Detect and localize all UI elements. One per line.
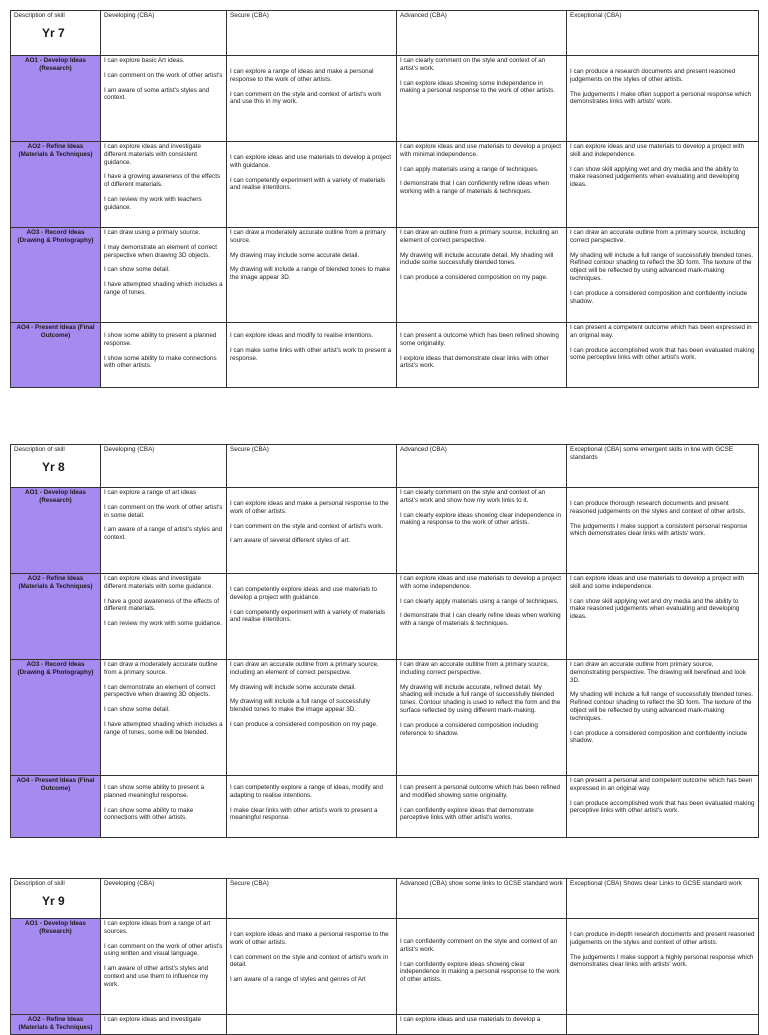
descriptor: I can explore ideas and use materials to develop a project with minimal independence. [400, 143, 562, 158]
descriptor: I can make some links with other artist's work to present a response. [230, 346, 392, 362]
rubric-table-yr8 [10, 444, 759, 838]
descriptor: I have a growing awareness of the effects of different materials. [104, 173, 221, 189]
cell-exceptional [567, 488, 759, 574]
cell-exceptional [567, 323, 759, 388]
cell-developing [101, 142, 227, 228]
descriptor: My drawing will include accurate, refined detail. My shading will include a full range of successfully blended tones. Contour shading is used to reflect the form and the surface reflected by using different mark-making. [400, 683, 561, 714]
cell-exceptional [567, 574, 759, 660]
descriptor: I can present a competent outcome which has been expressed in an original way. [570, 324, 752, 339]
year-label: Yr 8 [42, 459, 65, 474]
descriptor: I can explore ideas and modify to realise intentions. [230, 332, 374, 339]
descriptor: My drawing will include some accurate detail. [230, 683, 356, 691]
descriptor: I can explore ideas and investigate different materials with some guidance. [104, 575, 214, 590]
descriptor: I can clearly explore ideas showing clear independence in making a response to the work of other artists. [400, 511, 562, 527]
cell-developing [101, 228, 227, 323]
descriptor: I demonstrate that I can clearly refine ideas when working with a range of materials & techniques. [400, 612, 561, 628]
descriptor: I can explore ideas and use materials to develop a project with skill and independence. [570, 143, 744, 158]
descriptor: I can explore ideas and use materials to develop a project with some independence. [400, 575, 562, 590]
descriptor: I can explore ideas and make a personal response to the work of other artists. [230, 500, 389, 515]
descriptor: I am aware of some artist's styles and context. [104, 86, 210, 102]
col-header-developing: Developing (CBA) [101, 445, 227, 488]
cell-exceptional [567, 919, 759, 1015]
descriptor: I can present a outcome which has been refined showing some originality. [400, 332, 559, 347]
descriptor: I have attempted shading which includes a range of tones. [104, 281, 223, 296]
rubric-table-yr7 [10, 10, 759, 388]
descriptor: I show some ability to present a planned response. [104, 332, 217, 347]
descriptor: I can produce a considered composition on my page. [400, 274, 548, 282]
cell-developing [101, 660, 227, 776]
descriptor: I can clearly comment on the style and context of an artist's work and show how my work links to it. [400, 489, 546, 504]
cell-secure [227, 142, 397, 228]
cell-exceptional [567, 1015, 759, 1035]
col-header-developing: Developing (CBA) [101, 879, 227, 919]
description-header: Description of skill Yr 7 [11, 11, 101, 56]
descriptor: I can show some detail. [104, 266, 170, 274]
header-row [11, 879, 759, 919]
descriptor: I can explore ideas and investigate [104, 1016, 201, 1023]
descriptor: I can explore ideas and investigate different materials with consistent guidance. [104, 143, 201, 166]
descriptor: I can produce a considered composition on my page. [230, 720, 378, 728]
cell-exceptional [567, 228, 759, 323]
header-row [11, 445, 759, 488]
ao1-label: AO1 - Develop Ideas (Research) [11, 919, 101, 1015]
descriptor: I can comment on the style and context of artist's work and use this in my work. [230, 90, 382, 106]
descriptor: I can confidently explore ideas showing clear independence in making a personal response to the work of other artists. [400, 960, 560, 984]
header-row [11, 11, 759, 56]
row-ao1 [11, 488, 759, 574]
cell-secure [227, 574, 397, 660]
year-label: Yr 7 [42, 25, 65, 40]
descriptor: I can explore basic Art ideas. [104, 57, 185, 64]
descriptor: I have a good awareness of the effects of different materials. [104, 597, 220, 613]
rubric-table-yr9 [10, 878, 759, 1035]
ao2-label: AO2 - Refine Ideas (Materials & Techniques) [11, 142, 101, 228]
cell-developing [101, 776, 227, 838]
descriptor: I can produce in-depth research documents and present reasoned judgements on the styles and context of other artists. [570, 931, 755, 946]
descriptor: I am aware of several different styles of art. [230, 537, 351, 545]
descriptor: I can present a personal and competent outcome which has been expressed in an original way. [570, 777, 753, 792]
descriptor: I can demonstrate an element of correct perspective when drawing 3D objects. [104, 683, 216, 699]
descriptor: I can confidently explore ideas that demonstrate perceptive links with other artist's works. [400, 806, 534, 822]
descriptor: I can explore a range of art ideas [104, 489, 197, 496]
cell-secure [227, 919, 397, 1015]
cell-advanced [397, 56, 567, 142]
col-header-secure: Secure (CBA) [227, 445, 397, 488]
cell-advanced [397, 919, 567, 1015]
col-header-developing: Developing (CBA) [101, 11, 227, 56]
descriptor: I can explore ideas and use materials to develop a project with guidance. [230, 154, 392, 169]
descriptor: I can show skill applying wet and dry media and the ability to make reasoned judgements when evaluating and developing ideas. [570, 165, 740, 189]
col-header-advanced: Advanced (CBA) [397, 11, 567, 56]
ao2-label: AO2 - Refine Ideas (Materials & Techniques) [11, 574, 101, 660]
col-header-secure: Secure (CBA) [227, 879, 397, 919]
descriptor: I can comment on the style and context of artist's work in detail. [230, 953, 388, 969]
descriptor: I have attempted shading which includes a range of tones, some will be blended. [104, 720, 223, 736]
descriptor: I can explore ideas from a range of art sources. [104, 920, 211, 935]
descriptor: I can comment on the work of other artist's using written and visual language. [104, 942, 223, 958]
descriptor: I can draw an outline from a primary source, including an element of correct perspective. [400, 229, 559, 244]
col-header-secure: Secure (CBA) [227, 11, 397, 56]
descriptor: I can draw an accurate outline from a primary source, including correct perspective. [400, 661, 549, 676]
descriptor: I can produce a considered composition and confidently include shadow. [570, 729, 748, 745]
cell-exceptional [567, 56, 759, 142]
cell-advanced [397, 323, 567, 388]
col-header-advanced: Advanced (CBA) show some links to GCSE standard work [397, 879, 567, 919]
descriptor: The judgements I make support a consistent personal response which demonstrates clear links with artists' work. [570, 522, 748, 538]
descriptor: I can produce a considered composition including reference to shadow. [400, 721, 538, 737]
descriptor: I am aware of a range of artist's styles and context. [104, 526, 223, 542]
cell-exceptional [567, 142, 759, 228]
descriptor: I demonstrate that I can confidently refine ideas when working with a range of materials & techniques. [400, 180, 550, 196]
cell-developing [101, 1015, 227, 1035]
ao1-label: AO1 - Develop Ideas (Research) [11, 488, 101, 574]
descriptor: I can comment on the work of other artist's in some detail. [104, 503, 223, 519]
descriptor: I can show some ability to present a planned meaningful response. [104, 784, 205, 799]
descriptor: The judgements I make support a highly personal response which demonstrates clear links with artists' work. [570, 953, 754, 969]
cell-developing [101, 56, 227, 142]
descriptor: I can review my work with teachers guidance. [104, 195, 202, 211]
cell-secure [227, 776, 397, 838]
descriptor: I can draw an accurate outline from a primary source, including an element of correct perspective. [230, 661, 379, 676]
ao4-label: AO4 - Present Ideas (Final Outcome) [11, 323, 101, 388]
row-ao2 [11, 1015, 759, 1035]
cell-advanced [397, 574, 567, 660]
ao2-label: AO2 - Refine Ideas (Materials & Techniques) [11, 1015, 101, 1035]
descriptor: I make clear links with other artist's work to present a meaningful response. [230, 806, 378, 822]
descriptor: I can confidently comment on the style and context of an artist's work. [400, 938, 558, 953]
descriptor: I can draw an accurate outline from a primary source, including correct perspective. [570, 229, 746, 244]
descriptor: The judgements I make often support a personal response which demonstrates links with artists' work. [570, 90, 751, 106]
descriptor: I can draw a moderately accurate outline from a primary source. [230, 229, 386, 244]
descriptor: I show some ability to make connections with other artists. [104, 354, 217, 370]
descriptor: My drawing will include accurate detail. My shading will include some successfully blended tones. [400, 251, 554, 267]
row-ao4 [11, 776, 759, 838]
descriptor: I can produce accomplished work that has been evaluated making some perceptive links with other artist's work. [570, 346, 755, 362]
descriptor: I can explore ideas showing some independence in making a personal response to the work of other artists. [400, 79, 556, 95]
description-header: Description of skill Yr 8 [11, 445, 101, 488]
descriptor: I explore ideas that demonstrate clear links with other artist's work. [400, 354, 549, 370]
descriptor: I can competently experiment with a variety of materials and realise intentions. [230, 608, 386, 624]
descriptor: I can produce thorough research documents and present reasoned judgements on the styles and context of other artists. [570, 500, 746, 515]
cell-secure [227, 660, 397, 776]
descriptor: I can show skill applying wet and dry media and the ability to make reasoned judgements when evaluating and developing ideas. [570, 597, 740, 621]
descriptor: My drawing may include some accurate detail. [230, 251, 360, 259]
descriptor: I can explore a range of ideas and make a personal response to the work of other artists. [230, 68, 374, 83]
descriptor: I can competently explore a range of ideas, modify and adapting to realise intentions. [230, 784, 383, 799]
descriptor: I can show some detail. [104, 706, 170, 714]
ao4-label: AO4 - Present Ideas (Final Outcome) [11, 776, 101, 838]
col-header-exceptional: Exceptional (CBA) [567, 11, 759, 56]
cell-developing [101, 488, 227, 574]
cell-secure [227, 56, 397, 142]
ao1-label: AO1 - Develop Ideas (Research) [11, 56, 101, 142]
year-label: Yr 9 [42, 893, 65, 908]
descriptor: I can produce a considered composition and confidently include shadow. [570, 289, 748, 305]
cell-secure [227, 1015, 397, 1035]
descriptor: I can competently experiment with a variety of materials and realise intentions. [230, 176, 386, 192]
cell-advanced [397, 488, 567, 574]
descriptor: I may demonstrate an element of correct perspective when drawing 3D objects. [104, 243, 218, 259]
cell-developing [101, 323, 227, 388]
cell-secure [227, 228, 397, 323]
descriptor: I can produce a research documents and present reasoned judgements on the styles of other artists. [570, 68, 736, 83]
cell-advanced [397, 1015, 567, 1035]
row-ao1 [11, 919, 759, 1015]
descriptor: I can draw a moderately accurate outline from a primary source. [104, 661, 218, 676]
descriptor: My shading will include a full range of successfully blended tones. Refined contour shading to reflect the 3D form. The texture of the object will be reflected by using advanced mark-making techniques. [570, 251, 754, 282]
cell-developing [101, 919, 227, 1015]
cell-advanced [397, 142, 567, 228]
descriptor: I can review my work with some guidance. [104, 620, 222, 628]
descriptor: I can produce accomplished work that has been evaluated making perceptive links with other artist's work. [570, 799, 755, 815]
descriptor: My drawing will include a full range of successfully blended tones to make the image appear 3D. [230, 698, 370, 714]
cell-developing [101, 574, 227, 660]
row-ao3 [11, 660, 759, 776]
descriptor: I can draw an accurate outline from primary source, demonstrating perspective. The drawing will berefined and look 3D. [570, 661, 746, 684]
descriptor: I can comment on the work of other artist's [104, 71, 223, 79]
descriptor: I can clearly comment on the style and context of an artist's work. [400, 57, 546, 72]
cell-secure [227, 488, 397, 574]
descriptor: I can explore ideas and make a personal response to the work of other artists. [230, 931, 389, 946]
row-ao4 [11, 323, 759, 388]
descriptor: I am aware of a range of styles and genres of Art [230, 976, 366, 984]
descriptor: I am aware of other artist's styles and context and use them to influence my work. [104, 965, 209, 988]
cell-secure [227, 323, 397, 388]
descriptor: I can competently explore ideas and use materials to develop a project with guidance. [230, 586, 378, 601]
cell-exceptional [567, 776, 759, 838]
row-ao1 [11, 56, 759, 142]
cell-advanced [397, 228, 567, 323]
descriptor: My drawing will include a range of blended tones to make the image appear 3D. [230, 266, 390, 282]
descriptor: I can show some ability to make connections with other artists. [104, 806, 194, 822]
descriptor: I can comment on the style and context of artist's work. [230, 522, 384, 530]
descriptor: My shading will include a full range of successfully blended tones. Refined contour shading to reflect the 3D form. The texture of the object will be reflected by using advanced mark-making techniques. [570, 691, 754, 722]
ao3-label: AO3 - Record Ideas (Drawing & Photography) [11, 228, 101, 323]
descriptor: I can clearly apply materials using a range of techniques. [400, 597, 559, 605]
descriptor: I can apply materials using a range of techniques. [400, 165, 539, 173]
cell-advanced [397, 776, 567, 838]
row-ao2 [11, 142, 759, 228]
row-ao3 [11, 228, 759, 323]
cell-advanced [397, 660, 567, 776]
descriptor: I can explore ideas and use materials to develop a project with skill and some independence. [570, 575, 744, 590]
col-header-exceptional: Exceptional (CBA) some emergent skills in line with GCSE standards [567, 445, 759, 488]
descriptor: I can present a personal outcome which has been refined and modified showing some originality. [400, 784, 560, 799]
descriptor: I can draw using a primary source. [104, 229, 201, 236]
col-header-advanced: Advanced (CBA) [397, 445, 567, 488]
cell-exceptional [567, 660, 759, 776]
col-header-exceptional: Exceptional (CBA) Shows clear Links to GCSE standard work [567, 879, 759, 919]
ao3-label: AO3 - Record Ideas (Drawing & Photography) [11, 660, 101, 776]
description-header: Description of skill Yr 9 [11, 879, 101, 919]
row-ao2 [11, 574, 759, 660]
descriptor: I can explore ideas and use materials to develop a [400, 1016, 541, 1023]
